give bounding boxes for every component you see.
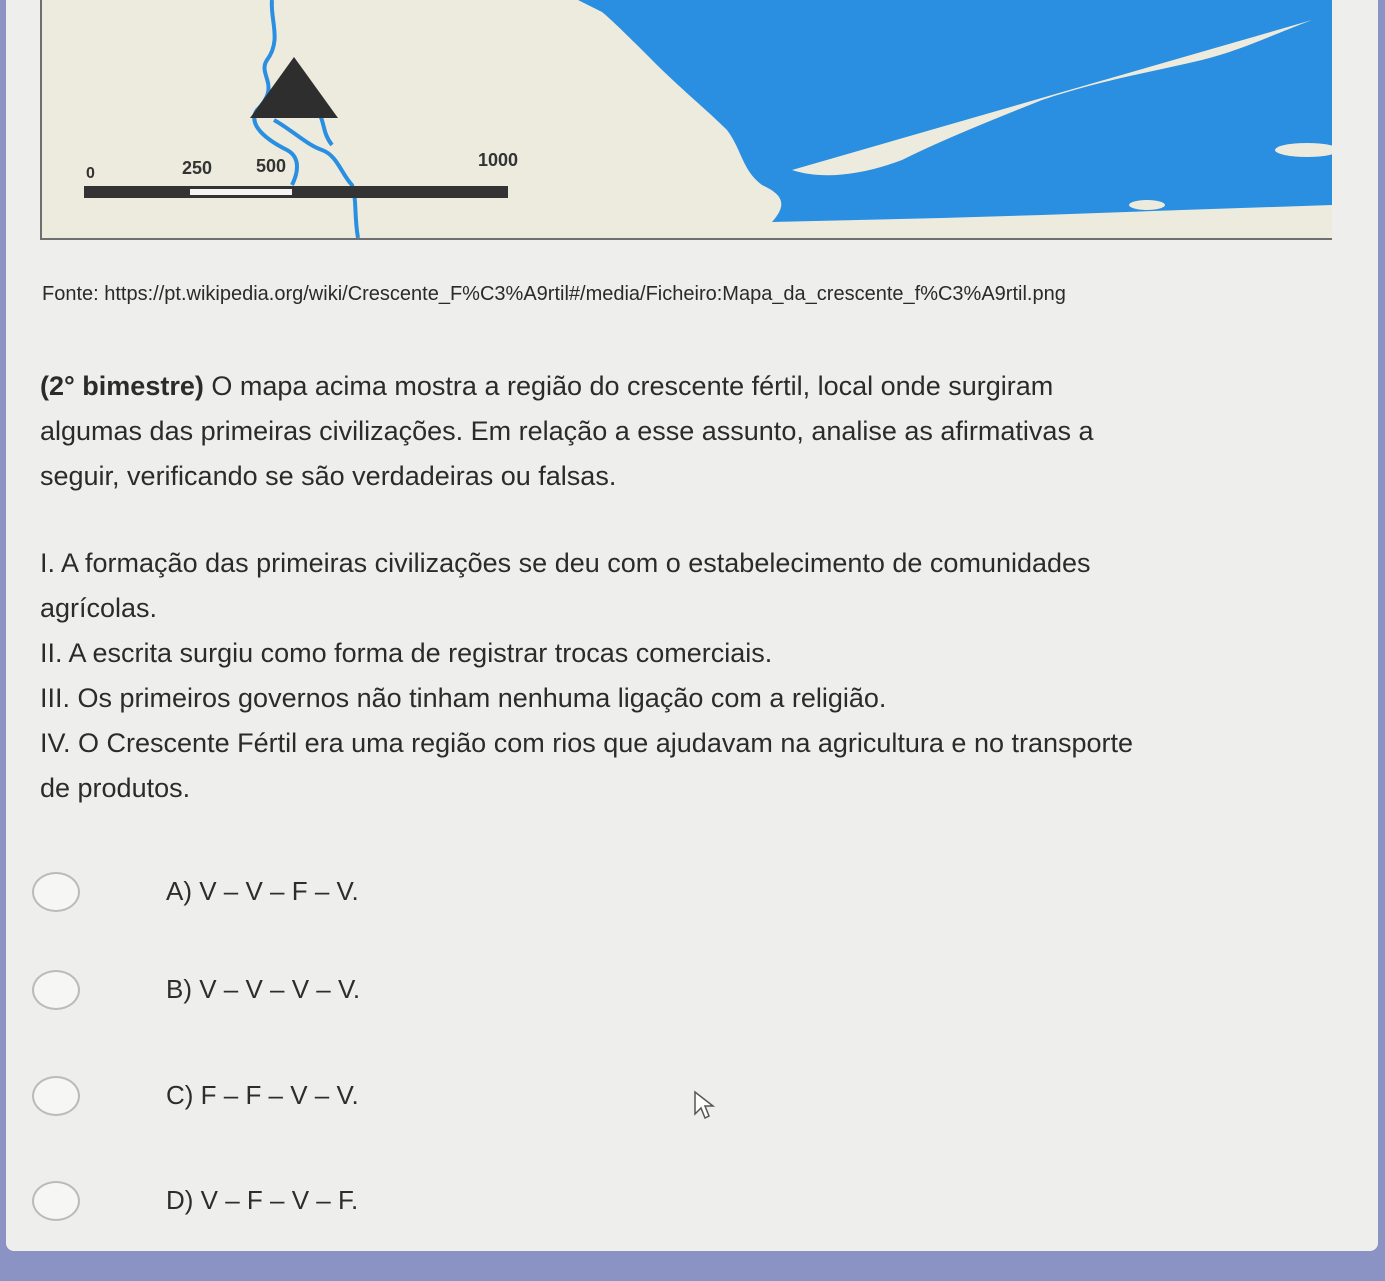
question-text [40,364,1340,499]
question-line-2: algumas das primeiras civilizações. Em relação a esse assunto, analise as afirmativas a [40,416,1094,446]
option-a-radio[interactable] [32,872,80,912]
option-b[interactable] [32,970,532,1020]
page [6,0,1378,1251]
statement-2: II. A escrita surgiu como forma de registrar trocas comerciais. [40,638,773,668]
option-b-radio[interactable] [32,970,80,1010]
statements-list [40,541,1340,811]
scale-label-0: 0 [86,165,95,182]
statement-4-continued: de produtos. [40,773,191,803]
scale-bar-segment [190,189,292,195]
statement-3: III. Os primeiros governos não tinham nenhuma ligação com a religião. [40,683,887,713]
scale-label-250: 250 [182,158,213,178]
option-c-label[interactable]: C) F – F – V – V. [166,1080,359,1110]
scale-label-500: 500 [256,156,287,176]
question-line-3: seguir, verificando se são verdadeiras ou falsas. [40,461,617,491]
option-d-label[interactable]: D) V – F – V – F. [166,1185,359,1215]
statement-1: I. A formação das primeiras civilizações se deu com o estabelecimento de comunidades [40,548,1091,578]
option-c-radio[interactable] [32,1076,80,1116]
statement-4: IV. O Crescente Fértil era uma região com rios que ajudavam na agricultura e no transporte [40,728,1134,758]
fertile-crescent-map [40,0,1332,240]
option-a[interactable] [32,872,532,922]
option-d-radio[interactable] [32,1181,80,1221]
statement-1-continued: agrícolas. [40,593,158,623]
source-citation: Fonte: https://pt.wikipedia.org/wiki/Crescente_F%C3%A9rtil#/media/Ficheiro:Mapa_da_crescente_f%C3%A9rtil.png [42,283,1066,305]
scale-label-1000: 1000 [478,150,519,170]
option-d[interactable] [32,1181,532,1231]
question-line-1: O mapa acima mostra a região do crescente fértil, local onde surgiram [203,371,1054,401]
question-prefix: (2° bimestre) [40,371,204,401]
scale-bar [84,186,508,198]
option-a-label[interactable]: A) V – V – F – V. [166,876,359,906]
mouse-pointer-icon [693,1090,717,1125]
option-b-label[interactable]: B) V – V – V – V. [166,974,361,1004]
option-c[interactable] [32,1076,532,1126]
